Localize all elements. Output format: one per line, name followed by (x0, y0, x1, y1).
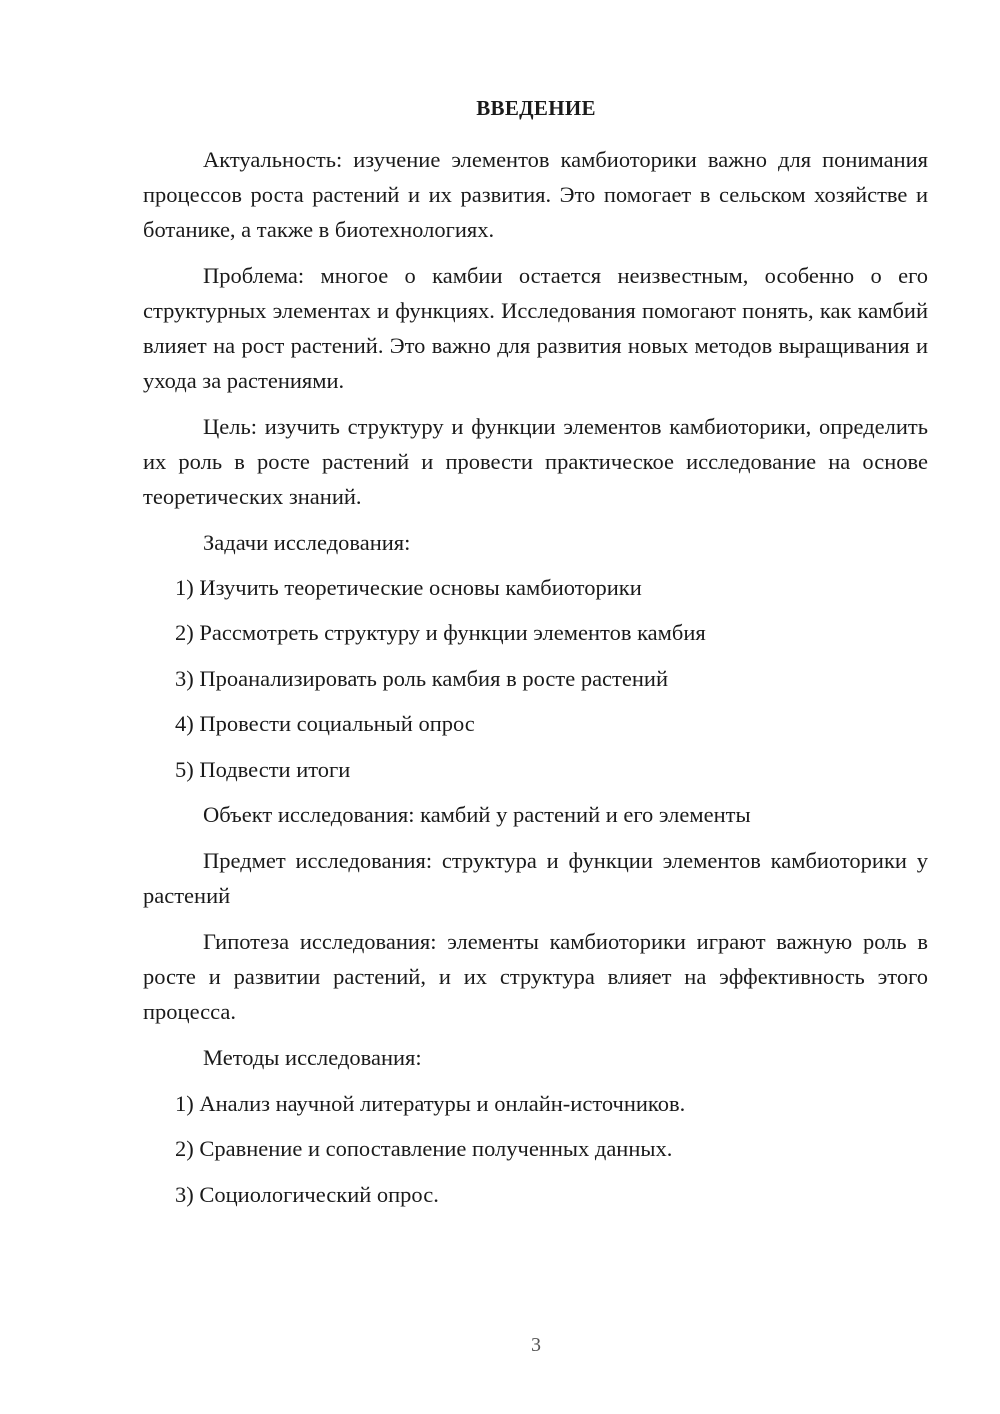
task-item: 5) Подвести итоги (175, 757, 351, 782)
method-item: 3) Социологический опрос. (175, 1182, 439, 1207)
task-item: 4) Провести социальный опрос (175, 711, 475, 736)
method-item: 2) Сравнение и сопоставление полученных данных. (175, 1136, 673, 1161)
problem-paragraph: Проблема: многое о камбии остается неизвестным, особенно о его структурных элементах и функциях. Исследования помогают понять, как камбий влияет на рост растений. Это важно для развития новых методов выращивания и ухода за растениями. (143, 263, 928, 393)
task-item: 1) Изучить теоретические основы камбиоторики (175, 575, 642, 600)
goal-paragraph: Цель: изучить структуру и функции элементов камбиоторики, определить их роль в росте растений и провести практическое исследование на основе теоретических знаний. (143, 414, 928, 509)
page-number: 3 (531, 1334, 541, 1356)
object-paragraph: Объект исследования: камбий у растений и его элементы (203, 802, 751, 827)
task-item: 3) Проанализировать роль камбия в росте растений (175, 666, 668, 691)
tasks-heading: Задачи исследования: (203, 530, 411, 555)
method-item: 1) Анализ научной литературы и онлайн-источников. (175, 1091, 686, 1116)
task-item: 2) Рассмотреть структуру и функции элементов камбия (175, 620, 706, 645)
relevance-paragraph: Актуальность: изучение элементов камбиоторики важно для понимания процессов роста растений и их развития. Это помогает в сельском хозяйстве и ботанике, а также в биотехнологиях. (143, 147, 928, 242)
section-title: ВВЕДЕНИЕ (476, 96, 596, 120)
subject-paragraph: Предмет исследования: структура и функции элементов камбиоторики у растений (143, 848, 928, 908)
methods-heading: Методы исследования: (203, 1045, 422, 1070)
hypothesis-paragraph: Гипотеза исследования: элементы камбиоторики играют важную роль в росте и развитии растений, и их структура влияет на эффективность этого процесса. (143, 929, 928, 1024)
